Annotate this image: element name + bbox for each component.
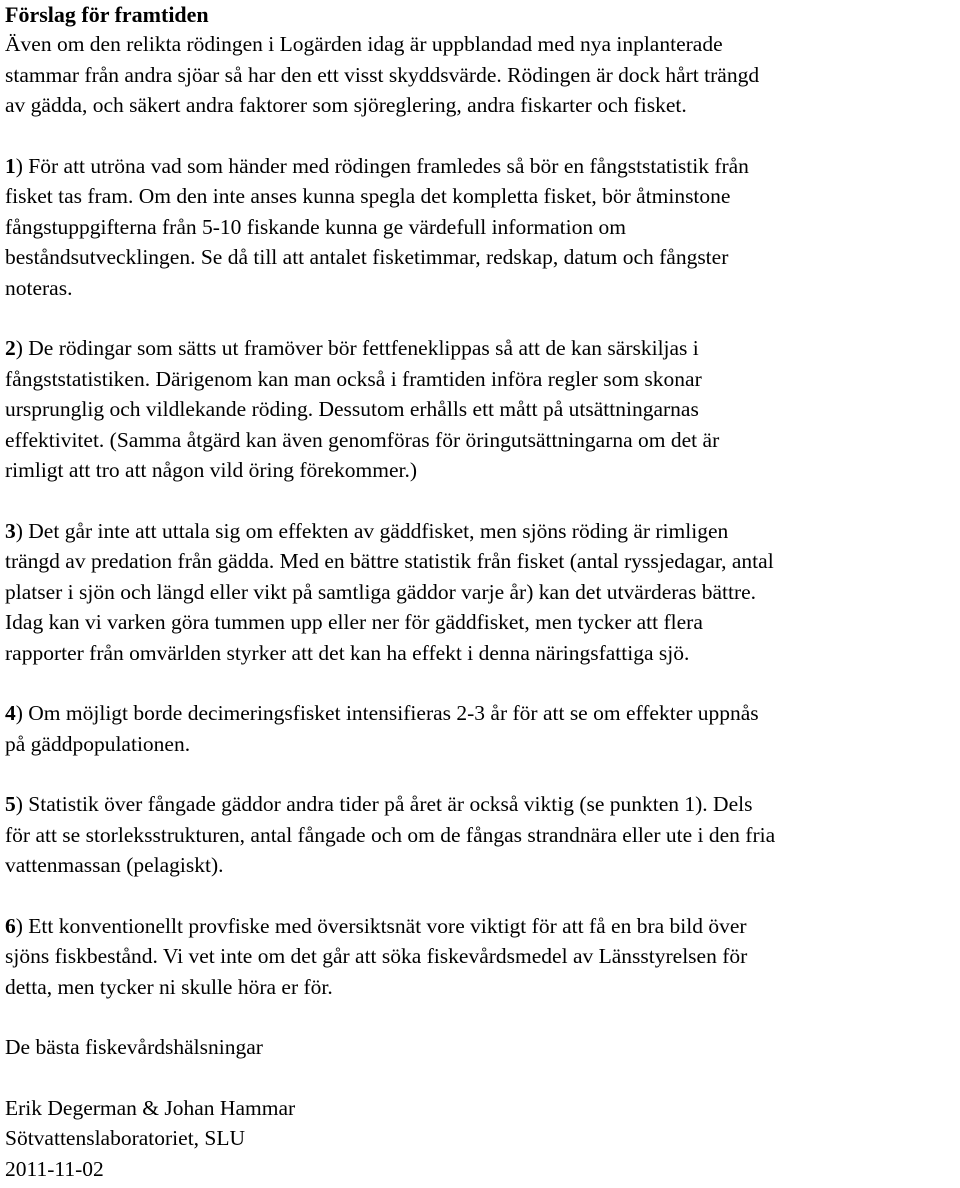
signature-authors: Erik Degerman & Johan Hammar	[5, 1095, 296, 1120]
proposal-line: rapporter från omvärlden styrker att det kan ha effekt i denna näringsfattiga sjö.	[5, 640, 690, 665]
proposal-text: ) De rödingar som sätts ut framöver bör fettfeneklippas så att de kan särskiljas i	[15, 336, 699, 360]
proposal-text: ) För att utröna vad som händer med rödingen framledes så bör en fångststatistik från	[15, 153, 749, 178]
proposal-line: fångststatistiken. Därigenom kan man också i framtiden införa regler som skonar	[5, 366, 702, 391]
intro-paragraph	[5, 29, 953, 121]
proposal-text: ) Statistik över fångade gäddor andra tider på året är också viktig (se punkten 1). Dels	[15, 792, 753, 816]
proposal-item-6	[5, 911, 953, 1003]
proposal-line: för att se storleksstrukturen, antal fångade och om de fångas strandnära eller ute i den fria	[5, 822, 776, 847]
proposal-first-line	[5, 911, 953, 942]
proposal-line: ursprunglig och vildlekande röding. Dessutom erhålls ett mått på utsättningarnas	[5, 397, 699, 421]
proposal-line: trängd av predation från gädda. Med en bättre statistik från fisket (antal ryssjedagar, antal	[5, 549, 774, 573]
section-heading: Förslag för framtiden	[5, 2, 209, 27]
proposal-line: beståndsutvecklingen. Se då till att antalet fisketimmar, redskap, datum och fångster	[5, 245, 729, 269]
proposal-number: 5	[5, 792, 16, 816]
intro-line: av gädda, och säkert andra faktorer som sjöreglering, andra fiskarter och fisket.	[5, 93, 687, 117]
proposal-line: fångstuppgifterna från 5-10 fiskande kunna ge värdefull information om	[5, 214, 626, 239]
proposal-first-line	[5, 333, 953, 364]
closing-line: De bästa fiskevårdshälsningar	[5, 1035, 263, 1059]
proposal-number: 1	[5, 153, 16, 178]
proposal-item-4	[5, 698, 953, 759]
proposal-number: 4	[5, 701, 16, 725]
proposal-line: effektivitet. (Samma åtgärd kan även genomföras för öringutsättningarna om det är	[5, 427, 720, 452]
proposal-line: vattenmassan (pelagiskt).	[5, 853, 224, 877]
closing-greeting	[5, 1032, 953, 1063]
proposal-line: på gäddpopulationen.	[5, 731, 191, 756]
signature-organization: Sötvattenslaboratoriet, SLU	[5, 1126, 246, 1150]
proposal-line: fisket tas fram. Om den inte anses kunna spegla det kompletta fisket, bör åtminstone	[5, 184, 731, 208]
proposal-item-1	[5, 151, 953, 304]
proposal-first-line	[5, 151, 953, 182]
proposal-first-line	[5, 698, 953, 729]
proposal-line: rimligt att tro att någon vild öring förekommer.)	[5, 458, 417, 482]
proposal-line: detta, men tycker ni skulle höra er för.	[5, 974, 333, 999]
proposal-item-3	[5, 516, 953, 669]
proposal-text: ) Ett konventionellt provfiske med översiktsnät vore viktigt för att få en bra bild över	[15, 913, 747, 938]
proposal-line: platser i sjön och längd eller vikt på samtliga gäddor varje år) kan det utvärderas bättre.	[5, 579, 757, 604]
intro-line: stammar från andra sjöar så har den ett visst skyddsvärde. Rödingen är dock hårt trängd	[5, 62, 760, 87]
proposal-item-5	[5, 789, 953, 881]
proposal-line: Idag kan vi varken göra tummen upp eller ner för gäddfisket, men tycker att flera	[5, 610, 703, 634]
proposal-item-2	[5, 333, 953, 486]
proposal-first-line	[5, 789, 953, 820]
proposal-text: ) Om möjligt borde decimeringsfisket intensifieras 2-3 år för att se om effekter uppnås	[15, 701, 759, 725]
proposal-first-line	[5, 516, 953, 547]
proposal-number: 3	[5, 518, 16, 543]
proposal-number: 6	[5, 913, 16, 938]
proposal-line: sjöns fiskbestånd. Vi vet inte om det går att söka fiskevårdsmedel av Länsstyrelsen för	[5, 944, 748, 968]
proposal-text: ) Det går inte att uttala sig om effekten av gäddfisket, men sjöns röding är rimligen	[15, 518, 729, 543]
intro-line: Även om den relikta rödingen i Logärden idag är uppblandad med nya inplanterade	[5, 32, 723, 56]
proposal-number: 2	[5, 336, 16, 360]
proposal-line: noteras.	[5, 275, 73, 300]
signature-block	[5, 1093, 953, 1185]
signature-date: 2011-11-02	[5, 1156, 104, 1181]
document-page	[5, 0, 953, 1184]
